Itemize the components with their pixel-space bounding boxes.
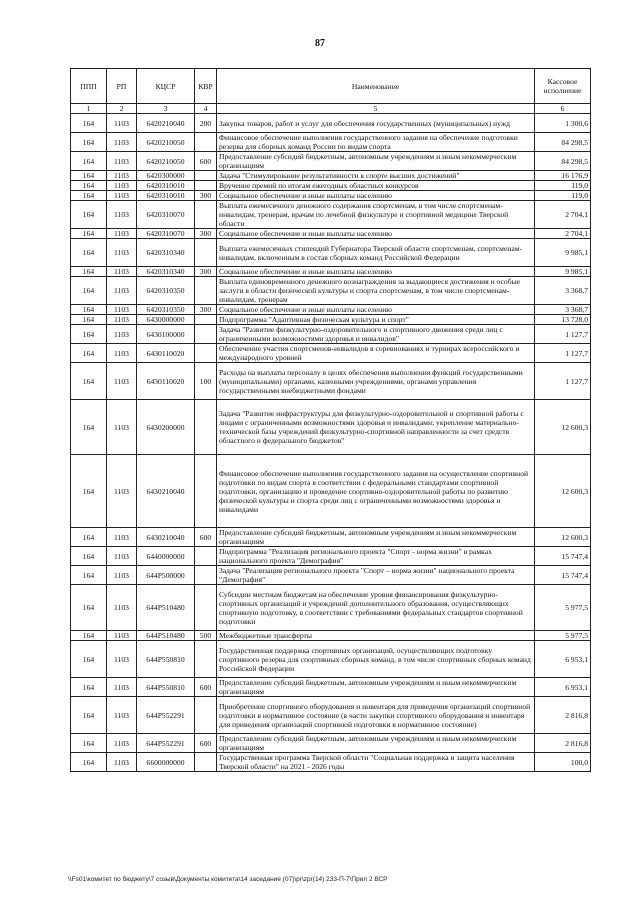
cell-rp: 1103 bbox=[107, 325, 137, 344]
cell-kvr bbox=[195, 171, 217, 181]
cell-kvr: 100 bbox=[195, 363, 217, 400]
cell-rp: 1103 bbox=[107, 152, 137, 171]
cell-kcsr: 6420310070 bbox=[137, 229, 195, 239]
cell-amount: 9 985,1 bbox=[535, 267, 591, 277]
cell-kcsr: 644P550810 bbox=[137, 641, 195, 678]
cell-amount: 1 127,7 bbox=[535, 363, 591, 400]
cell-rp: 1103 bbox=[107, 267, 137, 277]
table-row bbox=[71, 114, 591, 133]
cell-amount: 5 977,5 bbox=[535, 631, 591, 641]
cell-kvr bbox=[195, 585, 217, 631]
cell-kcsr: 6420310350 bbox=[137, 305, 195, 315]
cell-name: Задача "Развитие инфраструктуры для физкультурно-оздоровительной и спортивной работы с лицами с ограниченными возможностями здоровья и инвалидами; укрепление материально-технической базы учреждений физкультурно-спортивной направленности за счет средств областного и федерального бюджетов" bbox=[217, 400, 535, 455]
cell-name: Субсидии местным бюджетам на обеспечение уровня финансирования физкультурно-спортивных организаций и учреждений дополнительного образования, осуществляющих спортивную подготовку, в соответствии с требованиями федеральных стандартов спортивной подготовки bbox=[217, 585, 535, 631]
cell-rp: 1103 bbox=[107, 734, 137, 753]
table-row bbox=[71, 363, 591, 400]
cell-amount: 2 704,1 bbox=[535, 201, 591, 229]
cell-name: Предоставление субсидий бюджетным, автономным учреждениям и иным некоммерческим организациям bbox=[217, 734, 535, 753]
table-row bbox=[71, 305, 591, 315]
cell-name: Межбюджетные трансферты bbox=[217, 631, 535, 641]
cell-name: Социальное обеспечение и иные выплаты населению bbox=[217, 305, 535, 315]
cell-name: Подпрограмма "Реализация регионального проекта "Спорт - норма жизни" в рамках национального проекта "Демография" bbox=[217, 547, 535, 566]
cell-kvr bbox=[195, 547, 217, 566]
cell-kcsr: 6430100000 bbox=[137, 325, 195, 344]
cell-kvr: 300 bbox=[195, 191, 217, 201]
cell-ppp: 164 bbox=[71, 697, 107, 734]
header-row bbox=[71, 69, 591, 104]
cell-name: Государственная поддержка спортивных организаций, осуществляющих подготовку спортивного резерва для спортивных сборных команд, в том числе спортивных сборных команд Российской Федерации bbox=[217, 641, 535, 678]
table-row bbox=[71, 239, 591, 267]
cell-rp: 1103 bbox=[107, 191, 137, 201]
cell-kvr bbox=[195, 277, 217, 305]
cell-amount: 16 176,9 bbox=[535, 171, 591, 181]
cell-rp: 1103 bbox=[107, 455, 137, 528]
cell-ppp: 164 bbox=[71, 585, 107, 631]
cell-kcsr: 644P510480 bbox=[137, 631, 195, 641]
cell-amount: 1 127,7 bbox=[535, 325, 591, 344]
cell-ppp: 164 bbox=[71, 229, 107, 239]
cell-ppp: 164 bbox=[71, 455, 107, 528]
cell-amount: 1 127,7 bbox=[535, 344, 591, 363]
cell-ppp: 164 bbox=[71, 315, 107, 325]
cell-amount: 2 704,1 bbox=[535, 229, 591, 239]
cell-name: Финансовое обеспечение выполнения государственного задания на обеспечение подготовки резерва для сборных команд России по видам спорта bbox=[217, 133, 535, 152]
cell-ppp: 164 bbox=[71, 734, 107, 753]
cell-amount: 12 600,3 bbox=[535, 400, 591, 455]
cell-ppp: 164 bbox=[71, 191, 107, 201]
cell-rp: 1103 bbox=[107, 229, 137, 239]
cell-amount: 1 300,6 bbox=[535, 114, 591, 133]
cell-amount: 2 816,8 bbox=[535, 697, 591, 734]
cell-amount: 5 977,5 bbox=[535, 585, 591, 631]
cell-amount: 3 368,7 bbox=[535, 305, 591, 315]
cell-amount: 12 600,3 bbox=[535, 528, 591, 547]
cell-kcsr: 644P552291 bbox=[137, 734, 195, 753]
cell-kvr bbox=[195, 201, 217, 229]
cell-kcsr: 6430210040 bbox=[137, 528, 195, 547]
cell-rp: 1103 bbox=[107, 171, 137, 181]
cell-kvr: 300 bbox=[195, 305, 217, 315]
cell-ppp: 164 bbox=[71, 678, 107, 697]
cell-rp: 1103 bbox=[107, 201, 137, 229]
cell-kvr bbox=[195, 697, 217, 734]
cell-rp: 1103 bbox=[107, 566, 137, 585]
cell-kvr: 500 bbox=[195, 631, 217, 641]
cell-name: Закупка товаров, работ и услуг для обеспечения государственных (муниципальных) нужд bbox=[217, 114, 535, 133]
table-row bbox=[71, 528, 591, 547]
cell-rp: 1103 bbox=[107, 239, 137, 267]
cell-name: Предоставление субсидий бюджетным, автономным учреждениям и иным некоммерческим организациям bbox=[217, 678, 535, 697]
cell-kvr: 600 bbox=[195, 528, 217, 547]
cell-amount: 119,0 bbox=[535, 191, 591, 201]
cell-kcsr: 6440000000 bbox=[137, 547, 195, 566]
cell-name: Выплата ежемесячных стипендий Губернатора Тверской области спортсменам, спортсменам-инвалидам, включенным в состав сборных команд Российской Федерации bbox=[217, 239, 535, 267]
page-number: 87 bbox=[315, 38, 325, 49]
cell-name: Финансовое обеспечение выполнения государственного задания на осуществление спортивной подготовки по видам спорта в соответствии с федеральными стандартами спортивной подготовки, организацию и проведение спортивно-оздоровительной работы по развитию физической культуры и спорта среди лиц с ограниченными возможностями здоровья и инвалидами bbox=[217, 455, 535, 528]
table-row bbox=[71, 697, 591, 734]
cell-amount: 6 953,1 bbox=[535, 678, 591, 697]
cell-kvr bbox=[195, 133, 217, 152]
table-row bbox=[71, 400, 591, 455]
cell-ppp: 164 bbox=[71, 363, 107, 400]
cell-rp: 1103 bbox=[107, 753, 137, 772]
cell-kvr bbox=[195, 315, 217, 325]
table-row bbox=[71, 325, 591, 344]
table-row bbox=[71, 585, 591, 631]
table-row bbox=[71, 277, 591, 305]
cell-kcsr: 6420310350 bbox=[137, 277, 195, 305]
cell-name: Обеспечение участия спортсменов-инвалидов в соревнованиях и турнирах всероссийского и международного уровней bbox=[217, 344, 535, 363]
cell-amount: 6 953,1 bbox=[535, 641, 591, 678]
cell-name: Государственная программа Тверской области "Социальная поддержка и защита населения Тверской области" на 2021 - 2026 годы bbox=[217, 753, 535, 772]
cell-rp: 1103 bbox=[107, 277, 137, 305]
cell-ppp: 164 bbox=[71, 325, 107, 344]
table-row bbox=[71, 566, 591, 585]
table-row bbox=[71, 315, 591, 325]
cell-kvr: 300 bbox=[195, 267, 217, 277]
cell-kvr bbox=[195, 753, 217, 772]
cell-kcsr: 644P510480 bbox=[137, 585, 195, 631]
table-row bbox=[71, 753, 591, 772]
cell-kcsr: 6430000000 bbox=[137, 315, 195, 325]
cell-ppp: 164 bbox=[71, 547, 107, 566]
cell-kcsr: 6430210040 bbox=[137, 455, 195, 528]
cell-kcsr: 6420310340 bbox=[137, 239, 195, 267]
cell-amount: 15 747,4 bbox=[535, 547, 591, 566]
cell-rp: 1103 bbox=[107, 114, 137, 133]
table-row bbox=[71, 641, 591, 678]
cell-amount: 2 816,8 bbox=[535, 734, 591, 753]
cell-kcsr: 6600000000 bbox=[137, 753, 195, 772]
cell-kcsr: 6420210050 bbox=[137, 133, 195, 152]
cell-kcsr: 6430110020 bbox=[137, 344, 195, 363]
cell-name: Выплата единовременного денежного вознаграждения за выдающиеся достижения и особые заслуги в области физической культуры и спорта спортсменам, в том числе спортсменам-инвалидам, тренерам bbox=[217, 277, 535, 305]
cell-kvr bbox=[195, 344, 217, 363]
budget-table bbox=[70, 68, 591, 772]
cell-name: Выплата ежемесячного денежного содержания спортсменам, в том числе спортсменам-инвалидам, тренерам, врачам по лечебной физкультуре и спортивной медицине Тверской области bbox=[217, 201, 535, 229]
column-number: 3 bbox=[137, 104, 195, 114]
table-row bbox=[71, 734, 591, 753]
cell-kvr bbox=[195, 239, 217, 267]
table-row bbox=[71, 171, 591, 181]
cell-rp: 1103 bbox=[107, 631, 137, 641]
cell-name: Подпрограмма "Адаптивная физическая культура и спорт" bbox=[217, 315, 535, 325]
cell-kcsr: 644P500000 bbox=[137, 566, 195, 585]
cell-ppp: 164 bbox=[71, 344, 107, 363]
cell-name: Расходы на выплаты персоналу в целях обеспечения выполнения функций государственными (муниципальными) органами, казенными учреждениями, органами управления государственными внебюджетными фондами bbox=[217, 363, 535, 400]
cell-kvr bbox=[195, 181, 217, 191]
table-row bbox=[71, 229, 591, 239]
cell-rp: 1103 bbox=[107, 305, 137, 315]
header-name: Наименование bbox=[217, 69, 535, 104]
cell-ppp: 164 bbox=[71, 528, 107, 547]
cell-name: Предоставление субсидий бюджетным, автономным учреждениям и иным некоммерческим организациям bbox=[217, 528, 535, 547]
cell-amount: 100,0 bbox=[535, 753, 591, 772]
cell-kvr bbox=[195, 641, 217, 678]
column-number-row bbox=[71, 104, 591, 114]
cell-ppp: 164 bbox=[71, 566, 107, 585]
header-rp: РП bbox=[107, 69, 137, 104]
cell-rp: 1103 bbox=[107, 528, 137, 547]
cell-kvr: 600 bbox=[195, 152, 217, 171]
column-number: 1 bbox=[71, 104, 107, 114]
cell-ppp: 164 bbox=[71, 114, 107, 133]
cell-amount: 9 985,1 bbox=[535, 239, 591, 267]
table-row bbox=[71, 191, 591, 201]
table-row bbox=[71, 631, 591, 641]
cell-ppp: 164 bbox=[71, 631, 107, 641]
cell-kvr bbox=[195, 325, 217, 344]
cell-ppp: 164 bbox=[71, 152, 107, 171]
header-kcsr: КЦСР bbox=[137, 69, 195, 104]
table-row bbox=[71, 181, 591, 191]
cell-amount: 13 728,0 bbox=[535, 315, 591, 325]
table-row bbox=[71, 547, 591, 566]
cell-rp: 1103 bbox=[107, 697, 137, 734]
cell-ppp: 164 bbox=[71, 181, 107, 191]
cell-ppp: 164 bbox=[71, 753, 107, 772]
cell-rp: 1103 bbox=[107, 547, 137, 566]
table-row bbox=[71, 152, 591, 171]
cell-amount: 119,0 bbox=[535, 181, 591, 191]
header-kvr: КВР bbox=[195, 69, 217, 104]
cell-amount: 15 747,4 bbox=[535, 566, 591, 585]
cell-name: Задача "Реализация регионального проекта "Спорт – норма жизни" национального проекта "Демография" bbox=[217, 566, 535, 585]
cell-ppp: 164 bbox=[71, 201, 107, 229]
table-row bbox=[71, 678, 591, 697]
table-row bbox=[71, 344, 591, 363]
cell-rp: 1103 bbox=[107, 181, 137, 191]
cell-rp: 1103 bbox=[107, 315, 137, 325]
file-path-footer: \\Fs01\комитет по бюджету\7 созыв\Документы комитета\14 заседание (07)\pr\zpr(14) 233-П-7\Прил 2 ВСР bbox=[68, 876, 388, 883]
cell-kcsr: 644P550810 bbox=[137, 678, 195, 697]
cell-name: Предоставление субсидий бюджетным, автономным учреждениям и иным некоммерческим организациям bbox=[217, 152, 535, 171]
cell-rp: 1103 bbox=[107, 133, 137, 152]
column-number: 6 bbox=[535, 104, 591, 114]
table-row bbox=[71, 201, 591, 229]
cell-kvr bbox=[195, 455, 217, 528]
cell-name: Задача "Стимулирование результативности в спорте высших достижений" bbox=[217, 171, 535, 181]
cell-rp: 1103 bbox=[107, 344, 137, 363]
cell-ppp: 164 bbox=[71, 641, 107, 678]
cell-ppp: 164 bbox=[71, 305, 107, 315]
table-row bbox=[71, 267, 591, 277]
cell-name: Задача "Развитие физкультурно-оздоровительного и спортивного движения среди лиц с ограниченными возможностями здоровья и инвалидов" bbox=[217, 325, 535, 344]
cell-name: Вручение премий по итогам ежегодных областных конкурсов bbox=[217, 181, 535, 191]
cell-name: Социальное обеспечение и иные выплаты населению bbox=[217, 191, 535, 201]
column-number: 5 bbox=[217, 104, 535, 114]
cell-rp: 1103 bbox=[107, 400, 137, 455]
cell-kcsr: 6430110020 bbox=[137, 363, 195, 400]
cell-amount: 3 368,7 bbox=[535, 277, 591, 305]
column-number: 2 bbox=[107, 104, 137, 114]
header-ppp: ППП bbox=[71, 69, 107, 104]
cell-ppp: 164 bbox=[71, 171, 107, 181]
cell-kcsr: 6420310070 bbox=[137, 201, 195, 229]
cell-kcsr: 6420310340 bbox=[137, 267, 195, 277]
cell-name: Приобретение спортивного оборудования и инвентаря для приведения организаций спортивной подготовки в нормативное состояние (в части закупки спортивного оборудования и инвентаря для приведения организаций спортивной подготовки в нормативное состояние) bbox=[217, 697, 535, 734]
cell-kvr bbox=[195, 566, 217, 585]
cell-rp: 1103 bbox=[107, 585, 137, 631]
cell-name: Социальное обеспечение и иные выплаты населению bbox=[217, 267, 535, 277]
header-amount: Кассовое исполнение bbox=[535, 69, 591, 104]
cell-ppp: 164 bbox=[71, 267, 107, 277]
cell-ppp: 164 bbox=[71, 400, 107, 455]
cell-kcsr: 6420310010 bbox=[137, 181, 195, 191]
table-row bbox=[71, 455, 591, 528]
cell-kvr: 200 bbox=[195, 114, 217, 133]
cell-kvr: 600 bbox=[195, 734, 217, 753]
column-number: 4 bbox=[195, 104, 217, 114]
cell-rp: 1103 bbox=[107, 678, 137, 697]
cell-kcsr: 6420210050 bbox=[137, 152, 195, 171]
table-row bbox=[71, 133, 591, 152]
cell-rp: 1103 bbox=[107, 641, 137, 678]
cell-kvr: 300 bbox=[195, 229, 217, 239]
cell-kcsr: 6420210040 bbox=[137, 114, 195, 133]
table-body bbox=[71, 114, 591, 772]
cell-kvr: 600 bbox=[195, 678, 217, 697]
cell-ppp: 164 bbox=[71, 277, 107, 305]
cell-rp: 1103 bbox=[107, 363, 137, 400]
cell-kvr bbox=[195, 400, 217, 455]
cell-amount: 12 600,3 bbox=[535, 455, 591, 528]
cell-name: Социальное обеспечение и иные выплаты населению bbox=[217, 229, 535, 239]
cell-ppp: 164 bbox=[71, 239, 107, 267]
cell-amount: 84 298,5 bbox=[535, 133, 591, 152]
cell-amount: 84 298,5 bbox=[535, 152, 591, 171]
cell-ppp: 164 bbox=[71, 133, 107, 152]
cell-kcsr: 6420300000 bbox=[137, 171, 195, 181]
cell-kcsr: 6420310010 bbox=[137, 191, 195, 201]
cell-kcsr: 644P552291 bbox=[137, 697, 195, 734]
cell-kcsr: 6430200000 bbox=[137, 400, 195, 455]
